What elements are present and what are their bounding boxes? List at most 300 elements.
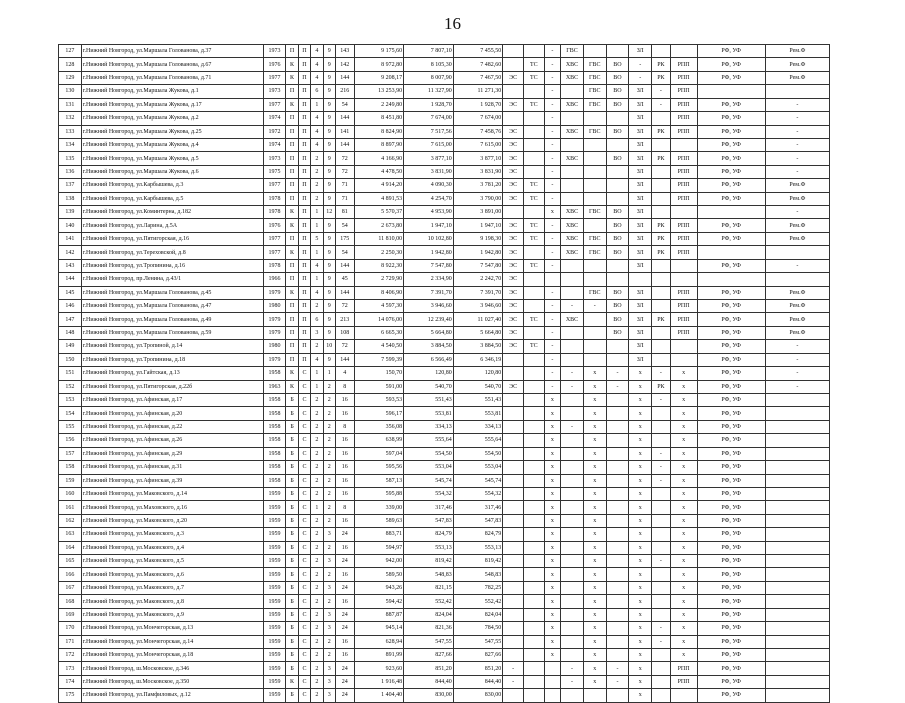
repair-kr-cell xyxy=(652,528,671,541)
living-area-cell: 824,79 xyxy=(404,528,454,541)
rpp-cell xyxy=(670,206,697,219)
heat-cell xyxy=(523,635,544,648)
rpp-cell: х xyxy=(670,474,697,487)
apartments-cell: 216 xyxy=(335,85,354,98)
address-cell: г.Нижний Новгород, ул.Маршала Жукова, д.17 xyxy=(81,98,263,111)
floors-cell: 9 xyxy=(323,152,335,165)
elevator-cell: х xyxy=(629,662,652,675)
floor-type-cell: П xyxy=(298,125,310,138)
residential-area-cell: 3 891,00 xyxy=(453,206,503,219)
gas-cell: х xyxy=(544,434,561,447)
heat-cell xyxy=(523,568,544,581)
sewer-cell xyxy=(606,340,629,353)
row-number-cell: 167 xyxy=(59,581,82,594)
power-cell xyxy=(503,45,524,58)
cold-water-cell: - xyxy=(561,675,584,688)
rpp-cell: х xyxy=(670,407,697,420)
repair-fund-cell xyxy=(765,85,829,98)
heat-cell: ТС xyxy=(523,232,544,245)
repair-kr-cell: РК xyxy=(652,152,671,165)
elevator-cell: х xyxy=(629,367,652,380)
elevator-cell: х xyxy=(629,434,652,447)
sewer-cell: ВО xyxy=(606,219,629,232)
row-number-cell: 160 xyxy=(59,487,82,500)
floors-cell: 2 xyxy=(323,514,335,527)
rpp-cell: РПП xyxy=(670,313,697,326)
rpp-cell: РПП xyxy=(670,152,697,165)
year-cell: 1972 xyxy=(263,125,286,138)
total-area-cell: 1 404,40 xyxy=(354,689,404,702)
wall-material-cell: К xyxy=(286,206,298,219)
living-area-cell: 819,42 xyxy=(404,555,454,568)
sewer-cell xyxy=(606,407,629,420)
heat-cell xyxy=(523,125,544,138)
repair-kr-cell: РК xyxy=(652,246,671,259)
cold-water-cell xyxy=(561,326,584,339)
apartments-cell: 141 xyxy=(335,125,354,138)
total-area-cell: 9 175,60 xyxy=(354,45,404,58)
repair-kr-cell: РК xyxy=(652,232,671,245)
wall-material-cell: Б xyxy=(286,393,298,406)
floor-type-cell: С xyxy=(298,420,310,433)
table-row xyxy=(59,461,830,474)
row-number-cell: 148 xyxy=(59,326,82,339)
total-area-cell: 595,88 xyxy=(354,487,404,500)
table-row xyxy=(59,501,830,514)
repair-fund-cell: Рем.Ф xyxy=(765,300,829,313)
elevator-cell: ЗЛ xyxy=(629,179,652,192)
elevator-cell: х xyxy=(629,447,652,460)
cold-water-cell xyxy=(561,179,584,192)
cold-water-cell xyxy=(561,501,584,514)
floors-cell: 3 xyxy=(323,581,335,594)
heat-cell xyxy=(523,353,544,366)
residential-area-cell: 3 877,10 xyxy=(453,152,503,165)
total-area-cell: 8 972,80 xyxy=(354,58,404,71)
floors-cell: 9 xyxy=(323,232,335,245)
sewer-cell: - xyxy=(606,367,629,380)
gas-cell: х xyxy=(544,206,561,219)
floor-type-cell: П xyxy=(298,71,310,84)
row-number-cell: 152 xyxy=(59,380,82,393)
repair-fund-cell: Рем.Ф xyxy=(765,192,829,205)
gas-cell: - xyxy=(544,286,561,299)
heat-cell xyxy=(523,608,544,621)
power-cell xyxy=(503,622,524,635)
hot-water-cell: х xyxy=(583,393,606,406)
power-cell: ЭС xyxy=(503,246,524,259)
power-cell xyxy=(503,608,524,621)
table-row xyxy=(59,420,830,433)
row-number-cell: 142 xyxy=(59,246,82,259)
repair-kr-cell: РК xyxy=(652,71,671,84)
entrances-cell: 1 xyxy=(311,273,323,286)
floor-type-cell: П xyxy=(298,98,310,111)
elevator-cell: х xyxy=(629,514,652,527)
total-area-cell: 587,13 xyxy=(354,474,404,487)
apartments-cell: 175 xyxy=(335,232,354,245)
floors-cell: 2 xyxy=(323,461,335,474)
residential-area-cell: 548,83 xyxy=(453,568,503,581)
sewer-cell xyxy=(606,273,629,286)
fund-cell: РФ, УФ xyxy=(697,555,765,568)
rpp-cell: х xyxy=(670,487,697,500)
floors-cell: 12 xyxy=(323,206,335,219)
apartments-cell: 142 xyxy=(335,58,354,71)
floor-type-cell: С xyxy=(298,648,310,661)
floor-type-cell: П xyxy=(298,45,310,58)
power-cell: ЭС xyxy=(503,326,524,339)
total-area-cell: 4 891,53 xyxy=(354,192,404,205)
power-cell xyxy=(503,487,524,500)
sewer-cell xyxy=(606,555,629,568)
sewer-cell xyxy=(606,112,629,125)
heat-cell xyxy=(523,165,544,178)
address-cell: г.Нижний Новгород, ул.Афинская, д.17 xyxy=(81,393,263,406)
floor-type-cell: С xyxy=(298,447,310,460)
living-area-cell: 4 090,30 xyxy=(404,179,454,192)
year-cell: 1959 xyxy=(263,501,286,514)
wall-material-cell: К xyxy=(286,367,298,380)
fund-cell xyxy=(697,85,765,98)
apartments-cell: 24 xyxy=(335,675,354,688)
gas-cell: - xyxy=(544,246,561,259)
living-area-cell: 3 877,10 xyxy=(404,152,454,165)
repair-fund-cell: Рем.Ф xyxy=(765,45,829,58)
row-number-cell: 174 xyxy=(59,675,82,688)
sewer-cell: ВО xyxy=(606,206,629,219)
power-cell: ЭС xyxy=(503,71,524,84)
table-row xyxy=(59,367,830,380)
year-cell: 1976 xyxy=(263,58,286,71)
apartments-cell: 108 xyxy=(335,326,354,339)
living-area-cell: 548,83 xyxy=(404,568,454,581)
rpp-cell: х xyxy=(670,541,697,554)
year-cell: 1959 xyxy=(263,675,286,688)
sewer-cell xyxy=(606,568,629,581)
repair-kr-cell: РК xyxy=(652,58,671,71)
entrances-cell: 2 xyxy=(311,635,323,648)
row-number-cell: 172 xyxy=(59,648,82,661)
apartments-cell: 24 xyxy=(335,662,354,675)
elevator-cell: х xyxy=(629,461,652,474)
fund-cell xyxy=(697,206,765,219)
elevator-cell: - xyxy=(629,71,652,84)
floors-cell: 9 xyxy=(323,85,335,98)
floors-cell: 9 xyxy=(323,138,335,151)
living-area-cell: 7 674,00 xyxy=(404,112,454,125)
table-row xyxy=(59,45,830,58)
living-area-cell: 821,15 xyxy=(404,581,454,594)
repair-kr-cell xyxy=(652,326,671,339)
rpp-cell: х xyxy=(670,555,697,568)
wall-material-cell: Б xyxy=(286,622,298,635)
heat-cell xyxy=(523,541,544,554)
rpp-cell: РПП xyxy=(670,179,697,192)
cold-water-cell xyxy=(561,514,584,527)
hot-water-cell: ГВС xyxy=(583,71,606,84)
fund-cell: РФ, УФ xyxy=(697,514,765,527)
address-cell: г.Нижний Новгород, ул.Афинская, д.39 xyxy=(81,474,263,487)
row-number-cell: 137 xyxy=(59,179,82,192)
fund-cell: РФ, УФ xyxy=(697,179,765,192)
power-cell xyxy=(503,434,524,447)
floors-cell: 9 xyxy=(323,326,335,339)
total-area-cell: 943,26 xyxy=(354,581,404,594)
entrances-cell: 2 xyxy=(311,152,323,165)
address-cell: г.Нижний Новгород, ул.Карбышева, д.3 xyxy=(81,179,263,192)
floor-type-cell: П xyxy=(298,112,310,125)
fund-cell: РФ, УФ xyxy=(697,259,765,272)
rpp-cell: х xyxy=(670,608,697,621)
entrances-cell: 4 xyxy=(311,58,323,71)
hot-water-cell: х xyxy=(583,474,606,487)
total-area-cell: 887,87 xyxy=(354,608,404,621)
heat-cell xyxy=(523,514,544,527)
repair-kr-cell xyxy=(652,259,671,272)
repair-fund-cell: - xyxy=(765,112,829,125)
gas-cell: - xyxy=(544,71,561,84)
floors-cell: 3 xyxy=(323,622,335,635)
table-row xyxy=(59,648,830,661)
year-cell: 1975 xyxy=(263,165,286,178)
power-cell xyxy=(503,514,524,527)
elevator-cell: ЗЛ xyxy=(629,326,652,339)
apartments-cell: 16 xyxy=(335,568,354,581)
apartments-cell: 16 xyxy=(335,635,354,648)
cold-water-cell: ХВС xyxy=(561,206,584,219)
fund-cell xyxy=(697,246,765,259)
gas-cell: - xyxy=(544,45,561,58)
row-number-cell: 169 xyxy=(59,608,82,621)
repair-fund-cell: Рем.Ф xyxy=(765,286,829,299)
wall-material-cell: К xyxy=(286,98,298,111)
gas-cell: - xyxy=(544,353,561,366)
cold-water-cell: ХВС xyxy=(561,152,584,165)
address-cell: г.Нижний Новгород, ул.Маршала Голованова, д.49 xyxy=(81,313,263,326)
hot-water-cell xyxy=(583,152,606,165)
address-cell: г.Нижний Новгород, ул.Маршала Голованова, д.59 xyxy=(81,326,263,339)
address-cell: г.Нижний Новгород, ул.Мончегорская, д.14 xyxy=(81,635,263,648)
apartments-cell: 81 xyxy=(335,206,354,219)
apartments-cell: 16 xyxy=(335,393,354,406)
cold-water-cell xyxy=(561,434,584,447)
repair-fund-cell: - xyxy=(765,353,829,366)
fund-cell: РФ, УФ xyxy=(697,125,765,138)
repair-kr-cell xyxy=(652,45,671,58)
year-cell: 1959 xyxy=(263,662,286,675)
entrances-cell: 2 xyxy=(311,528,323,541)
year-cell: 1978 xyxy=(263,206,286,219)
repair-fund-cell xyxy=(765,514,829,527)
address-cell: г.Нижний Новгород, ул.Маковского, д.8 xyxy=(81,595,263,608)
apartments-cell: 144 xyxy=(335,353,354,366)
rpp-cell xyxy=(670,340,697,353)
cold-water-cell xyxy=(561,407,584,420)
hot-water-cell: ГВС xyxy=(583,58,606,71)
apartments-cell: 16 xyxy=(335,514,354,527)
elevator-cell: х xyxy=(629,581,652,594)
elevator-cell: ЗЛ xyxy=(629,98,652,111)
table-row xyxy=(59,152,830,165)
cold-water-cell xyxy=(561,648,584,661)
residential-area-cell: 3 946,60 xyxy=(453,300,503,313)
total-area-cell: 4 166,90 xyxy=(354,152,404,165)
floor-type-cell: С xyxy=(298,528,310,541)
floors-cell: 9 xyxy=(323,273,335,286)
wall-material-cell: П xyxy=(286,125,298,138)
elevator-cell: х xyxy=(629,635,652,648)
residential-area-cell: 547,83 xyxy=(453,514,503,527)
cold-water-cell: ХВС xyxy=(561,71,584,84)
floor-type-cell: С xyxy=(298,501,310,514)
year-cell: 1959 xyxy=(263,541,286,554)
apartments-cell: 24 xyxy=(335,622,354,635)
cold-water-cell xyxy=(561,635,584,648)
wall-material-cell: Б xyxy=(286,662,298,675)
floors-cell: 9 xyxy=(323,71,335,84)
heat-cell xyxy=(523,622,544,635)
total-area-cell: 8 824,90 xyxy=(354,125,404,138)
entrances-cell: 6 xyxy=(311,85,323,98)
heat-cell: ТС xyxy=(523,313,544,326)
repair-fund-cell: - xyxy=(765,98,829,111)
total-area-cell: 9 208,17 xyxy=(354,71,404,84)
power-cell xyxy=(503,689,524,702)
address-cell: г.Нижний Новгород, ул.Маковского, д.5 xyxy=(81,555,263,568)
apartments-cell: 144 xyxy=(335,112,354,125)
hot-water-cell: х xyxy=(583,528,606,541)
heat-cell xyxy=(523,407,544,420)
heat-cell xyxy=(523,420,544,433)
elevator-cell: х xyxy=(629,487,652,500)
apartments-cell: 16 xyxy=(335,434,354,447)
table-row xyxy=(59,568,830,581)
cold-water-cell xyxy=(561,192,584,205)
residential-area-cell: 7 391,70 xyxy=(453,286,503,299)
row-number-cell: 151 xyxy=(59,367,82,380)
table-row xyxy=(59,340,830,353)
power-cell: ЭС xyxy=(503,125,524,138)
cold-water-cell: ХВС xyxy=(561,58,584,71)
apartments-cell: 16 xyxy=(335,407,354,420)
year-cell: 1978 xyxy=(263,192,286,205)
residential-area-cell: 540,70 xyxy=(453,380,503,393)
rpp-cell: РПП xyxy=(670,98,697,111)
rpp-cell xyxy=(670,353,697,366)
year-cell: 1959 xyxy=(263,581,286,594)
hot-water-cell xyxy=(583,192,606,205)
heat-cell: ТС xyxy=(523,179,544,192)
address-cell: г.Нижний Новгород, ул.Маковского, д.3 xyxy=(81,528,263,541)
address-cell: г.Нижний Новгород, ул.Гайтская, д.13 xyxy=(81,367,263,380)
apartments-cell: 16 xyxy=(335,541,354,554)
sewer-cell xyxy=(606,689,629,702)
fund-cell: РФ, УФ xyxy=(697,622,765,635)
row-number-cell: 164 xyxy=(59,541,82,554)
floor-type-cell: С xyxy=(298,367,310,380)
total-area-cell: 4 914,20 xyxy=(354,179,404,192)
living-area-cell: 844,40 xyxy=(404,675,454,688)
rpp-cell: РПП xyxy=(670,125,697,138)
power-cell: ЭС xyxy=(503,219,524,232)
rpp-cell: РПП xyxy=(670,300,697,313)
row-number-cell: 147 xyxy=(59,313,82,326)
total-area-cell: 883,71 xyxy=(354,528,404,541)
gas-cell: - xyxy=(544,152,561,165)
fund-cell: РФ, УФ xyxy=(697,541,765,554)
repair-fund-cell xyxy=(765,622,829,635)
gas-cell xyxy=(544,662,561,675)
total-area-cell: 945,14 xyxy=(354,622,404,635)
repair-fund-cell xyxy=(765,447,829,460)
living-area-cell: 827,66 xyxy=(404,648,454,661)
table-row xyxy=(59,514,830,527)
table-row xyxy=(59,595,830,608)
table-row xyxy=(59,112,830,125)
entrances-cell: 2 xyxy=(311,595,323,608)
elevator-cell: ЗЛ xyxy=(629,165,652,178)
year-cell: 1977 xyxy=(263,179,286,192)
rpp-cell: х xyxy=(670,581,697,594)
repair-kr-cell xyxy=(652,434,671,447)
apartments-cell: 72 xyxy=(335,300,354,313)
floor-type-cell: С xyxy=(298,541,310,554)
entrances-cell: 1 xyxy=(311,367,323,380)
floor-type-cell: С xyxy=(298,675,310,688)
total-area-cell: 2 250,30 xyxy=(354,246,404,259)
fund-cell: РФ, УФ xyxy=(697,219,765,232)
rpp-cell: х xyxy=(670,447,697,460)
residential-area-cell: 552,42 xyxy=(453,595,503,608)
repair-kr-cell xyxy=(652,179,671,192)
heat-cell xyxy=(523,555,544,568)
heat-cell xyxy=(523,662,544,675)
floors-cell: 9 xyxy=(323,219,335,232)
gas-cell: х xyxy=(544,608,561,621)
row-number-cell: 139 xyxy=(59,206,82,219)
rpp-cell: РПП xyxy=(670,71,697,84)
living-area-cell: 552,42 xyxy=(404,595,454,608)
wall-material-cell: Б xyxy=(286,568,298,581)
fund-cell: РФ, УФ xyxy=(697,313,765,326)
residential-area-cell: 7 482,60 xyxy=(453,58,503,71)
entrances-cell: 1 xyxy=(311,206,323,219)
year-cell: 1959 xyxy=(263,635,286,648)
year-cell: 1977 xyxy=(263,98,286,111)
wall-material-cell: Б xyxy=(286,648,298,661)
table-row xyxy=(59,581,830,594)
table-row xyxy=(59,58,830,71)
floor-type-cell: П xyxy=(298,219,310,232)
residential-area-cell: 553,81 xyxy=(453,407,503,420)
floors-cell: 2 xyxy=(323,380,335,393)
row-number-cell: 173 xyxy=(59,662,82,675)
rpp-cell: РПП xyxy=(670,192,697,205)
apartments-cell: 144 xyxy=(335,71,354,84)
floor-type-cell: С xyxy=(298,407,310,420)
gas-cell: - xyxy=(544,179,561,192)
floors-cell: 2 xyxy=(323,541,335,554)
heat-cell xyxy=(523,501,544,514)
living-area-cell: 1 947,10 xyxy=(404,219,454,232)
row-number-cell: 153 xyxy=(59,393,82,406)
floors-cell: 9 xyxy=(323,313,335,326)
residential-area-cell: 553,13 xyxy=(453,541,503,554)
row-number-cell: 135 xyxy=(59,152,82,165)
fund-cell: РФ, УФ xyxy=(697,608,765,621)
year-cell: 1959 xyxy=(263,528,286,541)
